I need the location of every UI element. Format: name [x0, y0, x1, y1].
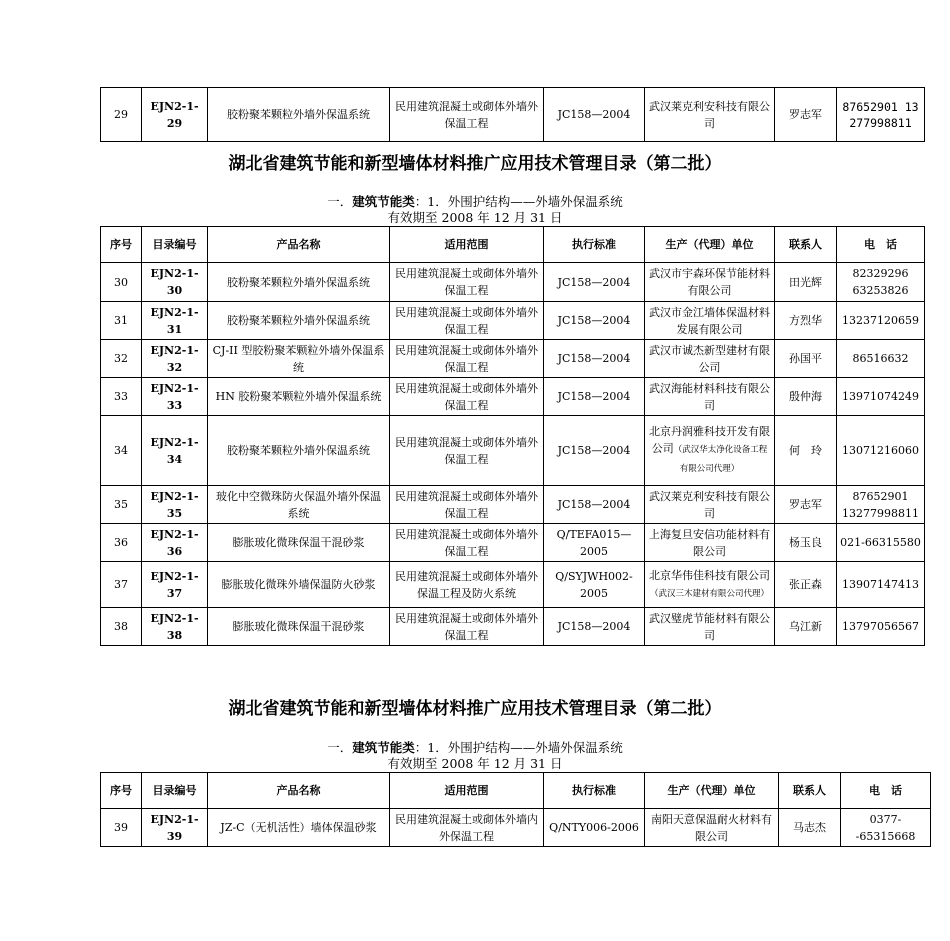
cell-code: EJN2-1-29	[142, 88, 208, 142]
cell-phone: 13907147413	[837, 562, 925, 608]
cell-scope: 民用建筑混凝土或砌体外墙外保温工程及防火系统	[390, 562, 544, 608]
cell-standard: Q/TEFA015—2005	[544, 524, 645, 562]
cell-code: EJN2-1-33	[142, 378, 208, 416]
cell-contact: 何 玲	[775, 416, 837, 486]
cell-product: HN 胶粉聚苯颗粒外墙外保温系统	[208, 378, 390, 416]
cell-code: EJN2-1-36	[142, 524, 208, 562]
cell-unit	[645, 562, 775, 608]
catalog-table-2	[100, 772, 931, 847]
cell-code: EJN2-1-38	[142, 608, 208, 646]
cell-code: EJN2-1-39	[142, 809, 208, 847]
header-contact: 联系人	[775, 227, 837, 263]
catalog-table-1	[100, 226, 925, 646]
category-rest: ：1．外围护结构——外墙外保温系统	[414, 740, 623, 755]
section1-title: 湖北省建筑节能和新型墙体材料推广应用技术管理目录（第二批）	[228, 154, 722, 174]
cell-contact: 罗志军	[775, 486, 837, 524]
section2-category	[0, 740, 950, 756]
cell-contact: 方烈华	[775, 302, 837, 340]
unit-name: 北京丹润雅科技开发有限公司	[649, 425, 770, 455]
cell-product: 胶粉聚苯颗粒外墙外保温系统	[208, 416, 390, 486]
table-row	[101, 263, 925, 302]
header-product: 产品名称	[208, 773, 390, 809]
header-phone: 电 话	[841, 773, 931, 809]
cell-unit: 武汉市金江墙体保温材料发展有限公司	[645, 302, 775, 340]
table-row	[101, 608, 925, 646]
table-header-row	[101, 773, 931, 809]
cell-standard: JC158—2004	[544, 608, 645, 646]
category-prefix: 一．	[327, 740, 353, 755]
cell-unit: 武汉莱克利安科技有限公司	[645, 486, 775, 524]
table-row	[101, 524, 925, 562]
cell-code: EJN2-1-35	[142, 486, 208, 524]
cell-code: EJN2-1-30	[142, 263, 208, 302]
table-header-row	[101, 227, 925, 263]
cell-no: 36	[101, 524, 142, 562]
cell-unit	[645, 416, 775, 486]
cell-contact: 杨玉良	[775, 524, 837, 562]
cell-phone: 13071216060	[837, 416, 925, 486]
cell-scope: 民用建筑混凝土或砌体外墙外保温工程	[390, 88, 544, 142]
cell-contact: 马志杰	[779, 809, 841, 847]
section1-validity: 有效期至 2008 年 12 月 31 日	[387, 210, 563, 225]
unit-agent-note: （武汉华太净化设备工程有限公司代理）	[673, 445, 768, 474]
cell-unit: 南阳天意保温耐火材料有限公司	[645, 809, 779, 847]
cell-standard: JC158—2004	[544, 416, 645, 486]
cell-product: 胶粉聚苯颗粒外墙外保温系统	[208, 88, 390, 142]
category-bold: 建筑节能类	[352, 740, 415, 755]
cell-no: 31	[101, 302, 142, 340]
table-row	[101, 378, 925, 416]
cell-phone: 87652901 13277998811	[837, 486, 925, 524]
cell-phone: 86516632	[837, 340, 925, 378]
cell-contact: 殷仲海	[775, 378, 837, 416]
cell-contact: 田光辉	[775, 263, 837, 302]
header-code: 目录编号	[142, 773, 208, 809]
cell-unit: 武汉海能材料科技有限公司	[645, 378, 775, 416]
cell-unit: 武汉璧虎节能材料有限公司	[645, 608, 775, 646]
cell-phone: 13797056567	[837, 608, 925, 646]
section1-category	[0, 194, 950, 210]
cell-scope: 民用建筑混凝土或砌体外墙外保温工程	[390, 378, 544, 416]
cell-standard: JC158—2004	[544, 302, 645, 340]
cell-phone: 0377--65315668	[841, 809, 931, 847]
cell-no: 39	[101, 809, 142, 847]
cell-product: 膨胀玻化微珠保温干混砂浆	[208, 524, 390, 562]
cell-scope: 民用建筑混凝土或砌体外墙外保温工程	[390, 416, 544, 486]
cell-no: 29	[101, 88, 142, 142]
header-scope: 适用范围	[390, 227, 544, 263]
header-standard: 执行标准	[544, 773, 645, 809]
cell-standard: Q/SYJWH002-2005	[544, 562, 645, 608]
cell-code: EJN2-1-34	[142, 416, 208, 486]
cell-phone: 13237120659	[837, 302, 925, 340]
header-no: 序号	[101, 773, 142, 809]
cell-no: 33	[101, 378, 142, 416]
header-no: 序号	[101, 227, 142, 263]
header-contact: 联系人	[779, 773, 841, 809]
cell-unit: 武汉莱克利安科技有限公司	[645, 88, 775, 142]
cell-code: EJN2-1-31	[142, 302, 208, 340]
category-bold: 建筑节能类	[352, 194, 415, 209]
cell-code: EJN2-1-32	[142, 340, 208, 378]
section2-title: 湖北省建筑节能和新型墙体材料推广应用技术管理目录（第二批）	[228, 699, 722, 719]
cell-standard: JC158—2004	[544, 486, 645, 524]
unit-name: 北京华伟佳科技有限公司	[649, 568, 770, 582]
table-row	[101, 88, 925, 142]
header-product: 产品名称	[208, 227, 390, 263]
cell-standard: JC158—2004	[544, 88, 645, 142]
cell-product: JZ-C（无机活性）墙体保温砂浆	[208, 809, 390, 847]
header-standard: 执行标准	[544, 227, 645, 263]
cell-standard: JC158—2004	[544, 378, 645, 416]
table-row	[101, 416, 925, 486]
cell-scope: 民用建筑混凝土或砌体外墙外保温工程	[390, 524, 544, 562]
cell-no: 32	[101, 340, 142, 378]
cell-contact: 罗志军	[775, 88, 837, 142]
category-prefix: 一．	[327, 194, 353, 209]
cell-phone: 87652901 13277998811	[837, 88, 925, 142]
table-row	[101, 486, 925, 524]
cell-scope: 民用建筑混凝土或砌体外墙外保温工程	[390, 608, 544, 646]
table-row	[101, 302, 925, 340]
cell-contact: 孙国平	[775, 340, 837, 378]
header-code: 目录编号	[142, 227, 208, 263]
category-rest: ：1．外围护结构——外墙外保温系统	[414, 194, 623, 209]
cell-standard: JC158—2004	[544, 263, 645, 302]
cell-code: EJN2-1-37	[142, 562, 208, 608]
cell-no: 38	[101, 608, 142, 646]
cell-product: 胶粉聚苯颗粒外墙外保温系统	[208, 263, 390, 302]
cell-scope: 民用建筑混凝土或砌体外墙外保温工程	[390, 340, 544, 378]
table-row	[101, 562, 925, 608]
cell-unit: 上海复旦安信功能材料有限公司	[645, 524, 775, 562]
unit-agent-note: （武汉三木建材有限公司代理）	[649, 588, 769, 599]
cell-product: 玻化中空微珠防火保温外墙外保温系统	[208, 486, 390, 524]
cell-phone: 13971074249	[837, 378, 925, 416]
cell-standard: Q/NTY006-2006	[544, 809, 645, 847]
cell-no: 34	[101, 416, 142, 486]
cell-scope: 民用建筑混凝土或砌体外墙外保温工程	[390, 302, 544, 340]
header-scope: 适用范围	[390, 773, 544, 809]
cell-product: 膨胀玻化微珠保温干混砂浆	[208, 608, 390, 646]
cell-unit: 武汉市宇森环保节能材料有限公司	[645, 263, 775, 302]
cell-no: 30	[101, 263, 142, 302]
cell-no: 35	[101, 486, 142, 524]
header-unit: 生产（代理）单位	[645, 227, 775, 263]
table-row	[101, 809, 931, 847]
cell-unit: 武汉市诚杰新型建材有限公司	[645, 340, 775, 378]
table-continuation	[100, 87, 925, 142]
cell-scope: 民用建筑混凝土或砌体外墙外保温工程	[390, 486, 544, 524]
cell-scope: 民用建筑混凝土或砌体外墙内外保温工程	[390, 809, 544, 847]
header-unit: 生产（代理）单位	[645, 773, 779, 809]
section2-validity: 有效期至 2008 年 12 月 31 日	[387, 756, 563, 771]
cell-product: CJ-II 型胶粉聚苯颗粒外墙外保温系统	[208, 340, 390, 378]
cell-product: 膨胀玻化微珠外墙保温防火砂浆	[208, 562, 390, 608]
cell-no: 37	[101, 562, 142, 608]
cell-product: 胶粉聚苯颗粒外墙外保温系统	[208, 302, 390, 340]
cell-contact: 乌江新	[775, 608, 837, 646]
cell-standard: JC158—2004	[544, 340, 645, 378]
cell-scope: 民用建筑混凝土或砌体外墙外保温工程	[390, 263, 544, 302]
table-row	[101, 340, 925, 378]
cell-contact: 张正森	[775, 562, 837, 608]
header-phone: 电 话	[837, 227, 925, 263]
cell-phone: 82329296 63253826	[837, 263, 925, 302]
cell-phone: 021-66315580	[837, 524, 925, 562]
